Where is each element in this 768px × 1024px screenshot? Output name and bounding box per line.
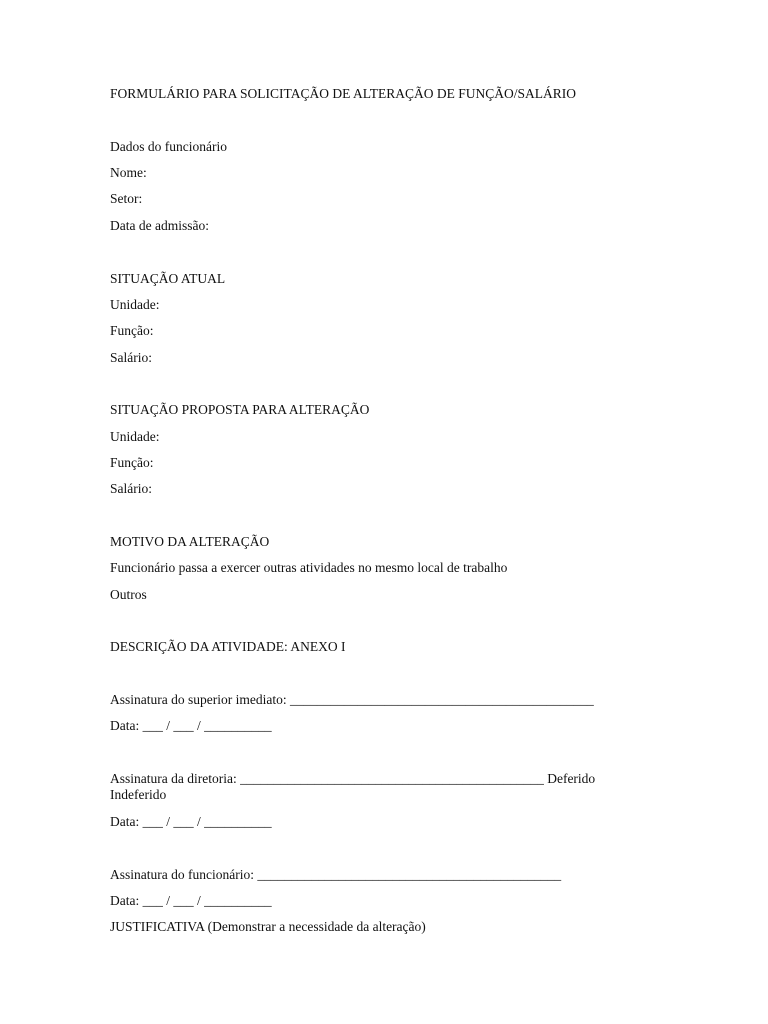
proposed-unit-label: Unidade: (110, 429, 160, 444)
employee-signature-line: Assinatura do funcionário: _____________________________________________ (110, 867, 562, 882)
reason-option-others: Outros (110, 587, 147, 602)
employee-admission-label: Data de admissão: (110, 218, 209, 233)
reason-option-other-activities: Funcionário passa a exercer outras atividades no mesmo local de trabalho (110, 560, 508, 575)
employee-name-label: Nome: (110, 165, 147, 180)
current-function-label: Função: (110, 323, 154, 338)
supervisor-date-line: Data: ___ / ___ / __________ (110, 718, 272, 733)
employee-date-line: Data: ___ / ___ / __________ (110, 893, 272, 908)
current-salary-label: Salário: (110, 350, 152, 365)
board-signature-line: Assinatura da diretoria: _____________________________________________ Deferido Indeferido (110, 771, 596, 802)
employee-section-heading: Dados do funcionário (110, 139, 227, 154)
supervisor-signature-line: Assinatura do superior imediato: _____________________________________________ (110, 692, 594, 707)
employee-sector-label: Setor: (110, 191, 143, 206)
current-section-heading: SITUAÇÃO ATUAL (110, 271, 226, 286)
document-page (110, 0, 710, 1024)
board-date-line: Data: ___ / ___ / __________ (110, 814, 272, 829)
activity-description: DESCRIÇÃO DA ATIVIDADE: ANEXO I (110, 639, 346, 654)
form-title: FORMULÁRIO PARA SOLICITAÇÃO DE ALTERAÇÃO DE FUNÇÃO/SALÁRIO (110, 86, 576, 101)
proposed-function-label: Função: (110, 455, 154, 470)
current-unit-label: Unidade: (110, 297, 160, 312)
reason-section-heading: MOTIVO DA ALTERAÇÃO (110, 534, 270, 549)
proposed-section-heading: SITUAÇÃO PROPOSTA PARA ALTERAÇÃO (110, 402, 370, 417)
justification-heading: JUSTIFICATIVA (Demonstrar a necessidade da alteração) (110, 919, 426, 934)
proposed-salary-label: Salário: (110, 481, 152, 496)
